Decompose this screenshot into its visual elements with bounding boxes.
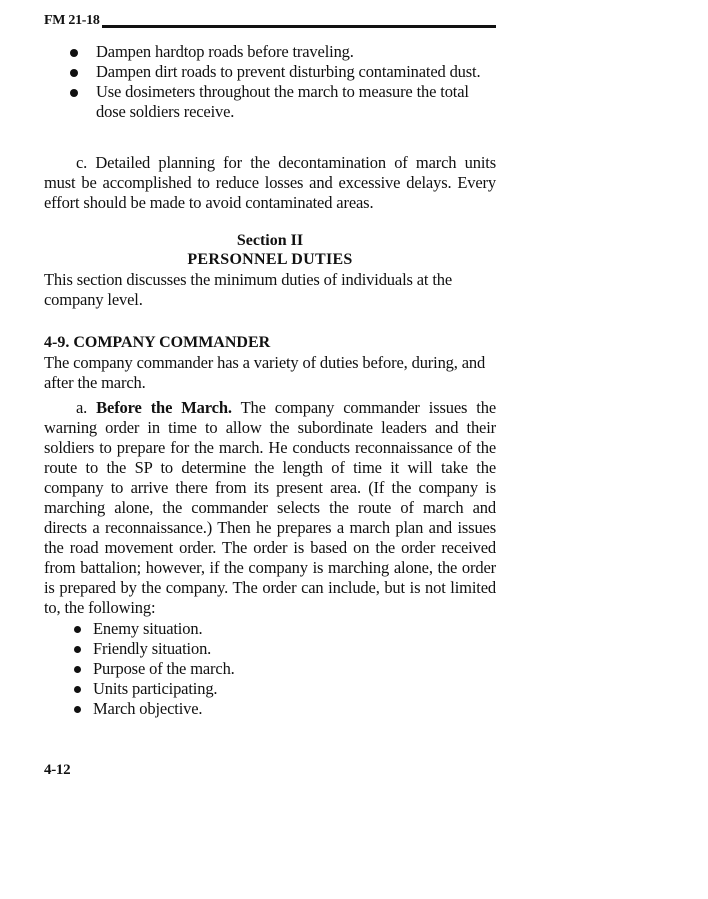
section-subtitle: PERSONNEL DUTIES <box>187 251 353 268</box>
list-item <box>70 62 496 82</box>
list-item-text: Dampen hardtop roads before traveling. <box>96 42 354 61</box>
paragraph-c: c. Detailed planning for the decontamination of march units must be accomplished to reduce losses and excessive delays. Every effort should be made to avoid contaminated areas. <box>44 153 496 212</box>
list-item <box>74 699 494 719</box>
section-intro: This section discusses the minimum duties of individuals at the company level. <box>44 270 453 309</box>
list-item <box>74 679 494 699</box>
list-item-text: Units participating. <box>93 679 218 698</box>
list-item-text: March objective. <box>93 699 203 718</box>
bullet-icon <box>70 49 78 57</box>
bullet-icon <box>74 686 81 693</box>
list-item <box>70 42 496 62</box>
bullet-icon <box>70 69 78 77</box>
list-item <box>74 639 494 659</box>
order-contents-list <box>74 619 494 719</box>
bullet-icon <box>74 666 81 673</box>
paragraph-a-prefix: a. <box>76 398 88 417</box>
page-number: 4-12 <box>44 762 71 778</box>
list-item-text: Purpose of the march. <box>93 659 235 678</box>
manual-number: FM 21-18 <box>44 13 100 28</box>
subsection-heading: 4-9. COMPANY COMMANDER <box>44 334 271 351</box>
bullet-icon <box>74 706 81 713</box>
subsection-intro: The company commander has a variety of duties before, during, and after the march. <box>44 353 486 392</box>
list-item-text: Friendly situation. <box>93 639 212 658</box>
page-header <box>44 11 496 33</box>
paragraph-a-label: Before the March. <box>96 398 232 417</box>
list-item <box>74 619 494 639</box>
paragraph-a <box>44 398 496 618</box>
list-item-text: Dampen dirt roads to prevent disturbing contaminated dust. <box>96 62 481 81</box>
paragraph-a-text: The company commander issues the warning order in time to allow the subordinate leaders and their soldiers to prepare for the march. He conducts reconnaissance of the route to the SP to determine the length of time it will take the company to arrive there from its present area. (If the company is marching alone, the commander selects the route of march and directs a reconnaissance.) Then he prepares a march plan and issues the road movement order. The order is based on the order received from battalion; however, if the company is marching alone, the order is prepared by the company. The order can include, but is not limited to, the following: <box>44 398 496 617</box>
precaution-list <box>70 42 496 122</box>
bullet-icon <box>74 626 81 633</box>
bullet-icon <box>74 646 81 653</box>
list-item-text: Use dosimeters throughout the march to measure the total dose soldiers receive. <box>96 82 469 121</box>
list-item <box>70 82 496 122</box>
list-item <box>74 659 494 679</box>
bullet-icon <box>70 89 78 97</box>
section-title: Section II <box>236 232 304 249</box>
document-page <box>44 0 496 899</box>
list-item-text: Enemy situation. <box>93 619 203 638</box>
header-rule <box>102 25 496 28</box>
